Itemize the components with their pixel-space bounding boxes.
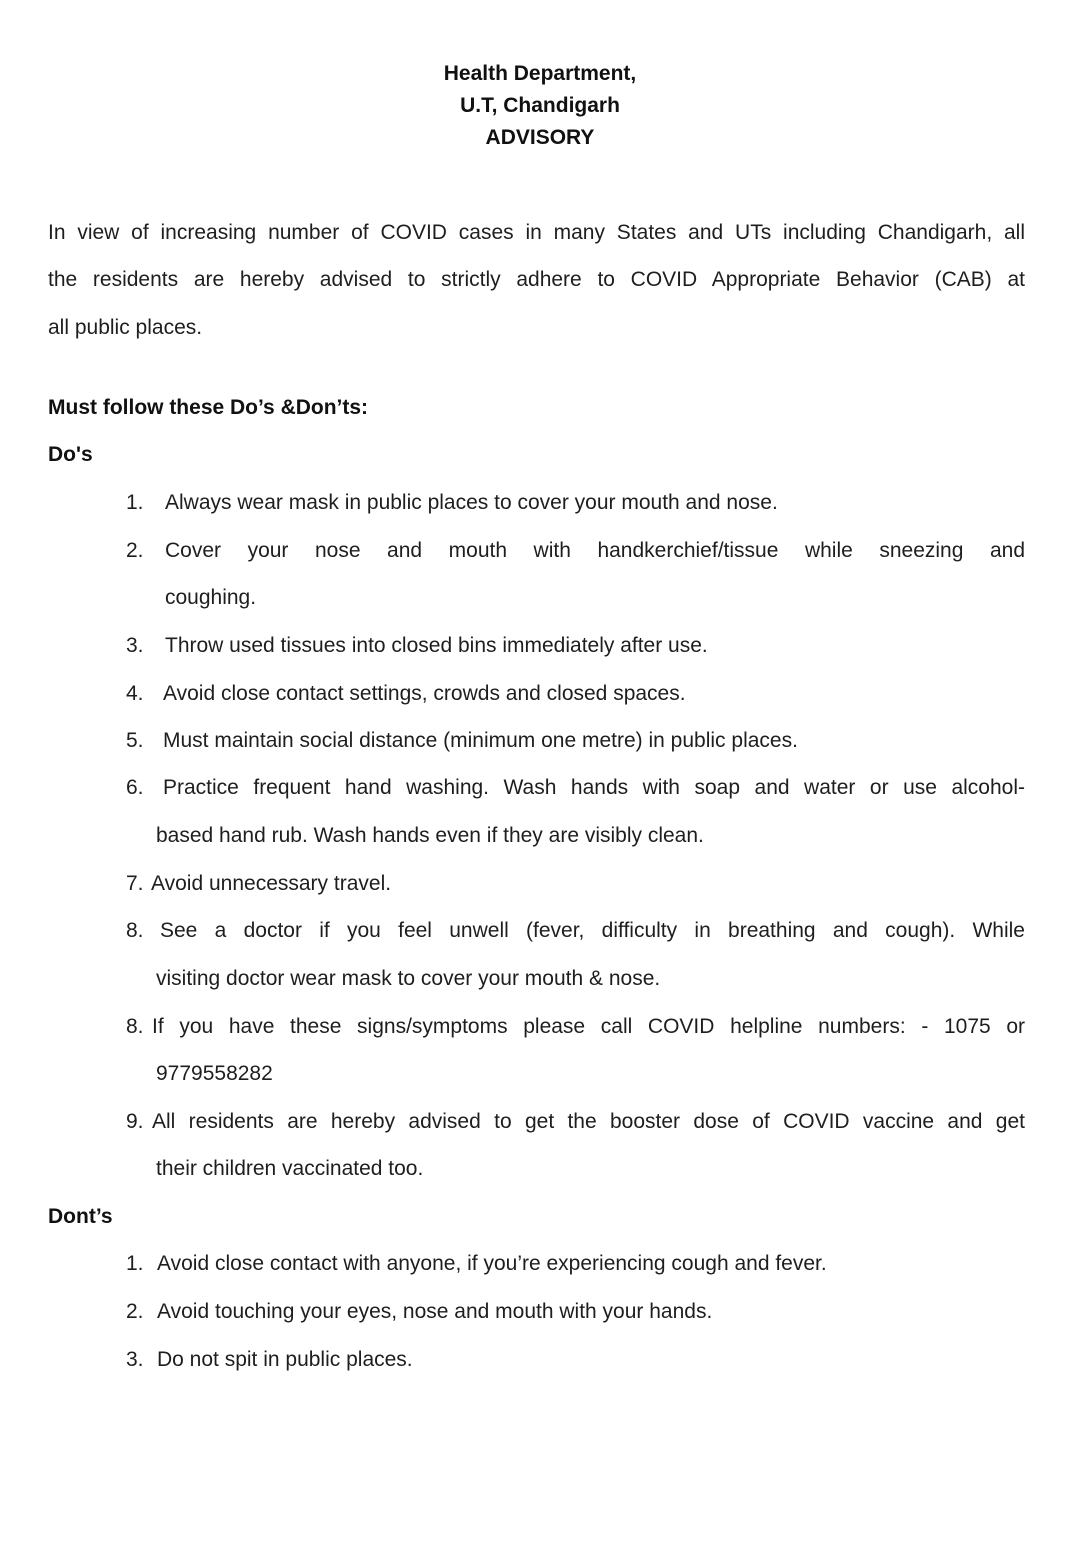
item-text: Avoid close contact settings, crowds and closed spaces. [163,682,686,705]
item-text: If you have these signs/symptoms please call COVID helpline numbers: - 1075 or [152,1015,1025,1038]
item-text-continued: based hand rub. Wash hands even if they are visibly clean. [156,824,704,847]
dos-heading: Do's [48,443,93,466]
item-number: 8. [126,919,144,942]
intro-line-3: all public places. [48,316,203,339]
item-text: Avoid touching your eyes, nose and mouth with your hands. [157,1300,713,1323]
item-number: 1. [126,491,144,514]
section-heading: Must follow these Do’s &Don’ts: [48,396,369,419]
item-number: 7. [126,872,144,895]
item-text: Avoid unnecessary travel. [151,872,392,895]
item-number: 2. [126,539,144,562]
helpline-number: 9779558282 [156,1062,273,1085]
item-text: Must maintain social distance (minimum one metre) in public places. [163,729,798,752]
item-number: 3. [126,1348,144,1371]
item-number: 2. [126,1300,144,1323]
header-department: Health Department, [443,62,637,85]
item-number: 6. [126,776,144,799]
item-text: Do not spit in public places. [157,1348,413,1371]
item-text: All residents are hereby advised to get the booster dose of COVID vaccine and get [152,1110,1025,1133]
intro-line-2: the residents are hereby advised to strictly adhere to COVID Appropriate Behavior (CAB) at [48,268,1025,291]
donts-heading: Dont’s [48,1205,113,1228]
item-number: 3. [126,634,144,657]
item-text-continued: their children vaccinated too. [156,1157,424,1180]
intro-line-1: In view of increasing number of COVID cases in many States and UTs including Chandigarh, all [48,221,1025,244]
header-advisory-title: ADVISORY [485,126,595,149]
item-text: See a doctor if you feel unwell (fever, difficulty in breathing and cough). While [160,919,1025,942]
item-text: Avoid close contact with anyone, if you’re experiencing cough and fever. [157,1252,827,1275]
item-text-continued: coughing. [165,586,257,609]
item-number: 4. [126,682,144,705]
item-text: Always wear mask in public places to cover your mouth and nose. [165,491,778,514]
item-number: 5. [126,729,144,752]
item-text-continued: visiting doctor wear mask to cover your mouth & nose. [156,967,661,990]
item-number: 9. [126,1110,144,1133]
item-number: 8. [126,1015,144,1038]
item-text: Cover your nose and mouth with handkerchief/tissue while sneezing and [165,539,1025,562]
item-number: 1. [126,1252,144,1275]
item-text: Practice frequent hand washing. Wash hands with soap and water or use alcohol- [163,776,1025,799]
header-location: U.T, Chandigarh [460,94,620,117]
item-text: Throw used tissues into closed bins immediately after use. [165,634,708,657]
